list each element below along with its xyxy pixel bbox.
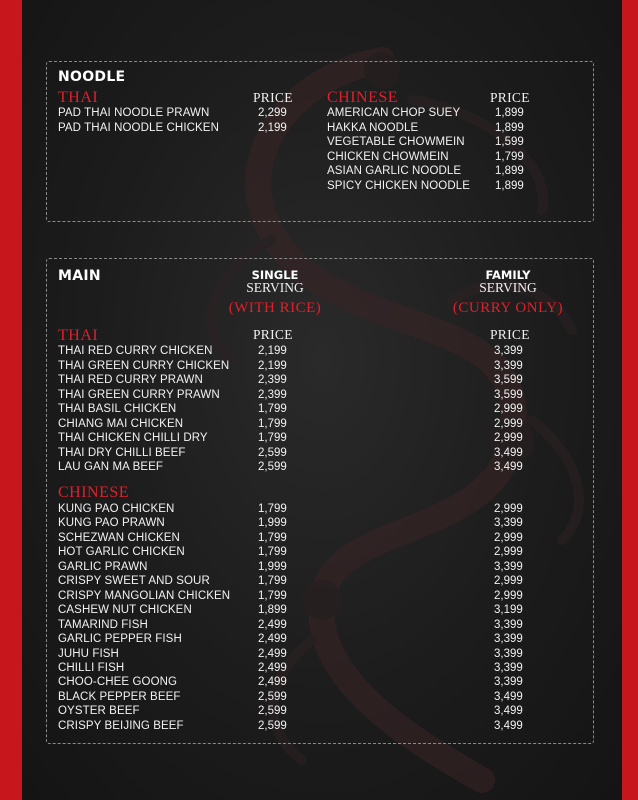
menu-item-single-price: 1,799 [258, 546, 287, 559]
menu-item-family-price: 2,999 [494, 589, 523, 602]
menu-item-name: GARLIC PEPPER FISH [58, 633, 182, 646]
menu-item-price: 2,199 [258, 122, 287, 134]
menu-item-single-price: 1,799 [258, 531, 287, 544]
left-red-stripe [0, 0, 22, 800]
menu-item-name: HAKKA NOODLE [327, 122, 419, 134]
main-chinese-category: CHINESE [58, 484, 130, 501]
menu-item-family-price: 3,599 [494, 374, 523, 386]
menu-item-single-price: 2,499 [258, 633, 287, 646]
menu-item-name: HOT GARLIC CHICKEN [58, 546, 185, 559]
menu-item-name: CRISPY SWEET AND SOUR [58, 575, 210, 588]
single-serving-header-line2: SERVING [246, 280, 304, 295]
menu-item-single-price: 2,199 [258, 359, 287, 372]
menu-item-family-price: 3,499 [494, 705, 523, 718]
menu-item-name: SCHEZWAN CHICKEN [58, 531, 180, 544]
menu-item-family-price: 2,999 [494, 403, 523, 415]
main-thai-category: THAI [58, 327, 99, 344]
noodle-thai-category: THAI [58, 89, 99, 106]
single-serving-header-line1: SINGLE [251, 268, 299, 282]
menu-item-price: 2,299 [258, 107, 287, 119]
menu-item-family-price: 3,499 [494, 461, 523, 473]
menu-item-single-price: 1,799 [258, 503, 287, 515]
menu-item-family-price: 2,999 [494, 546, 523, 559]
menu-item-name: THAI DRY CHILLI BEEF [58, 446, 186, 459]
menu-item-name: THAI GREEN CURRY CHICKEN [58, 359, 230, 372]
menu-item-name: CRISPY MANGOLIAN CHICKEN [58, 589, 231, 602]
menu-item-family-price: 3,399 [494, 517, 523, 530]
menu-item-family-price: 3,499 [494, 719, 523, 732]
menu-item-price: 1,899 [495, 165, 524, 177]
menu-item-family-price: 2,999 [494, 503, 523, 515]
family-serving-header-line2: SERVING [479, 280, 537, 295]
noodle-section-title: NOODLE [58, 69, 126, 85]
right-red-stripe [622, 0, 638, 800]
menu-item-single-price: 1,899 [258, 604, 287, 617]
menu-item-name: ASIAN GARLIC NOODLE [327, 165, 462, 177]
menu-item-name: CHICKEN CHOWMEIN [327, 151, 449, 163]
menu-item-single-price: 2,599 [258, 461, 287, 473]
menu-item-name: PAD THAI NOODLE PRAWN [58, 107, 210, 119]
main-family-price-header: PRICE [490, 327, 530, 342]
menu-item-name: CHOO-CHEE GOONG [58, 676, 178, 689]
menu-item-single-price: 2,599 [258, 719, 287, 732]
menu-item-single-price: 1,799 [258, 432, 287, 444]
menu-item-single-price: 2,599 [258, 446, 287, 459]
menu-item-price: 1,899 [495, 122, 524, 134]
menu-item-name: THAI RED CURRY CHICKEN [58, 345, 213, 357]
menu-item-name: LAU GAN MA BEEF [58, 461, 164, 473]
menu-item-name: THAI BASIL CHICKEN [58, 403, 177, 415]
family-serving-header-line1: FAMILY [485, 268, 531, 282]
menu-item-single-price: 2,599 [258, 705, 287, 718]
menu-item-name: BLACK PEPPER BEEF [58, 690, 181, 703]
main-section-title: MAIN [58, 268, 101, 284]
menu-item-single-price: 2,499 [258, 661, 287, 674]
family-serving-note: (CURRY ONLY) [452, 300, 564, 316]
noodle-chinese-price-header: PRICE [490, 90, 530, 105]
menu-item-family-price: 3,199 [494, 604, 523, 617]
menu-item-name: KUNG PAO PRAWN [58, 517, 165, 530]
menu-item-name: THAI RED CURRY PRAWN [58, 374, 203, 386]
menu-item-single-price: 2,399 [258, 388, 287, 401]
menu-item-single-price: 1,799 [258, 403, 287, 415]
menu-item-family-price: 3,399 [494, 676, 523, 689]
menu-item-single-price: 1,999 [258, 517, 287, 530]
menu-item-family-price: 3,599 [494, 388, 523, 401]
menu-item-family-price: 3,399 [494, 618, 523, 631]
menu-item-single-price: 2,499 [258, 676, 287, 689]
menu-item-name: OYSTER BEEF [58, 705, 140, 718]
menu-item-name: CHILLI FISH [58, 661, 125, 674]
menu-item-single-price: 1,999 [258, 560, 287, 573]
menu-item-family-price: 2,999 [494, 432, 523, 444]
menu-item-family-price: 3,399 [494, 647, 523, 660]
menu-item-name: SPICY CHICKEN NOODLE [327, 180, 471, 192]
menu-item-single-price: 2,599 [258, 690, 287, 703]
menu-item-family-price: 2,999 [494, 575, 523, 588]
menu-item-name: CRISPY BEIJING BEEF [58, 719, 184, 732]
menu-item-family-price: 2,999 [494, 531, 523, 544]
menu-item-family-price: 3,399 [494, 560, 523, 573]
single-serving-note: (WITH RICE) [228, 300, 322, 316]
menu-item-single-price: 1,799 [258, 589, 287, 602]
menu-item-family-price: 3,399 [494, 359, 523, 372]
menu-item-name: JUHU FISH [58, 647, 119, 660]
menu-item-name: KUNG PAO CHICKEN [58, 503, 175, 515]
menu-item-family-price: 3,499 [494, 446, 523, 459]
menu-item-name: CASHEW NUT CHICKEN [58, 604, 192, 617]
menu-item-single-price: 2,199 [258, 345, 287, 357]
noodle-chinese-category: CHINESE [327, 89, 399, 106]
noodle-thai-price-header: PRICE [253, 90, 293, 105]
menu-item-family-price: 3,499 [494, 690, 523, 703]
menu-item-single-price: 1,799 [258, 575, 287, 588]
menu-item-price: 1,599 [495, 136, 524, 148]
menu-item-price: 1,799 [495, 151, 524, 163]
menu-item-name: THAI GREEN CURRY PRAWN [58, 388, 220, 401]
menu-item-price: 1,899 [495, 107, 524, 119]
menu-item-family-price: 2,999 [494, 417, 523, 430]
menu-item-price: 1,899 [495, 180, 524, 192]
menu-item-single-price: 2,499 [258, 647, 287, 660]
menu-item-name: THAI CHICKEN CHILLI DRY [58, 432, 208, 444]
menu-item-name: AMERICAN CHOP SUEY [327, 107, 461, 119]
menu-item-family-price: 3,399 [494, 661, 523, 674]
menu-item-name: PAD THAI NOODLE CHICKEN [58, 122, 219, 134]
menu-item-single-price: 2,399 [258, 374, 287, 386]
menu-item-single-price: 1,799 [258, 417, 287, 430]
menu-item-name: VEGETABLE CHOWMEIN [327, 136, 465, 148]
menu-item-name: CHIANG MAI CHICKEN [58, 417, 184, 430]
menu-item-name: TAMARIND FISH [58, 618, 148, 631]
menu-item-family-price: 3,399 [494, 345, 523, 357]
menu-item-family-price: 3,399 [494, 633, 523, 646]
main-single-price-header: PRICE [253, 327, 293, 342]
menu-item-name: GARLIC PRAWN [58, 560, 148, 573]
menu-item-single-price: 2,499 [258, 618, 287, 631]
